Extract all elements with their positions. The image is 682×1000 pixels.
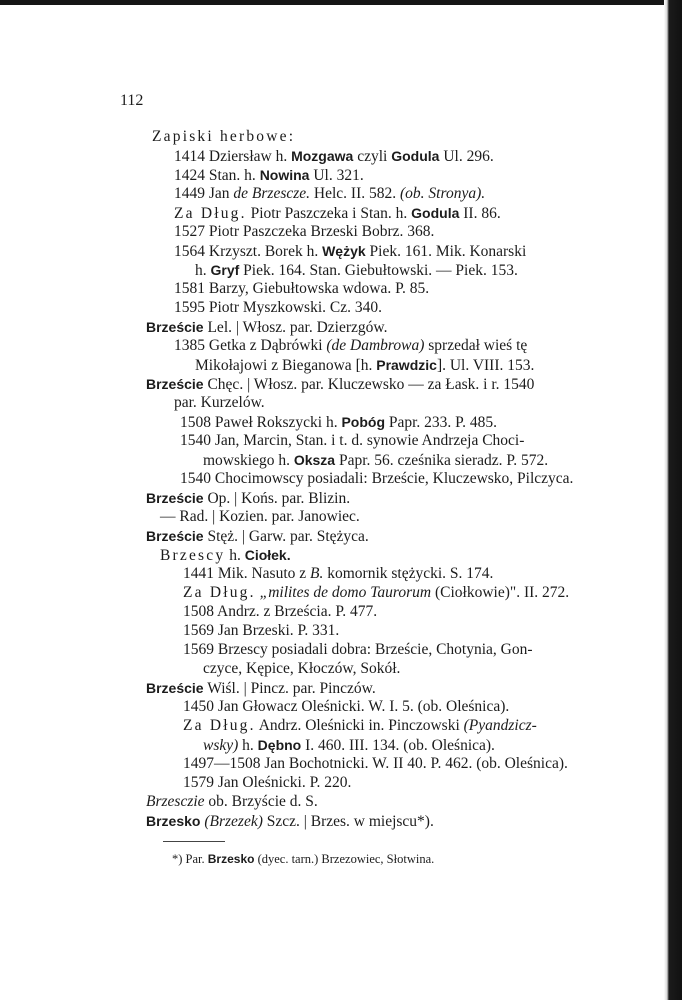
text-run: 1540 Jan, Marcin, Stan. i t. d. synowie Andrzeja Choci- [180,432,525,449]
text-line [152,128,295,146]
text-run: Piotr Paszczeka i Stan. h. [246,205,412,222]
bold-text: Mozgawa [291,148,354,164]
text-run: Chęc. | Włosz. par. Kluczewsko — za Łask. i r. 1540 [203,376,535,393]
text-run: 1450 Jan Głowacz Oleśnicki. W. I. 5. (ob. Oleśnica). [183,698,510,715]
text-run: Helc. II. 582. [310,185,401,202]
text-run: komornik stężycki. S. 174. [323,565,494,582]
text-run: czyce, Kępice, Kłoczów, Sokół. [203,660,401,677]
italic-text: Brzesczie [146,793,205,810]
italic-text: de Brzescze. [233,185,311,202]
text-run: Op. | Końs. par. Blizin. [203,490,351,507]
italic-text: (Brzezek) [204,813,263,830]
text-run: h. [225,547,245,564]
text-run: 1569 Brzescy posiadali dobra: Brzeście, Chotynia, Gon- [183,641,533,658]
text-line [174,280,429,298]
italic-text: B. [310,565,324,582]
text-run: Stęż. | Garw. par. Stężyca. [203,528,369,545]
text-line [146,489,350,508]
scan-edge-right [664,0,682,1000]
italic-text: (de Dambrowa) [326,337,425,354]
scan-edge-top [0,0,682,5]
text-run: h. [238,737,258,754]
text-run: Lel. | Włosz. par. Dzierzgów. [203,319,388,336]
text-line [183,774,351,792]
bold-text: Brzeście [146,376,204,392]
text-run: 1449 Jan [174,185,234,202]
text-run: 1385 Getka z Dąbrówki [174,337,327,354]
text-run: 1540 Chocimowscy posiadali: Brzeście, Kluczewsko, Pilczyca. [180,470,574,487]
text-run: *) Par. [172,852,208,866]
italic-text: (Pyandzicz- [463,717,537,734]
text-run: Papr. 56. cześnika sieradz. P. 572. [335,452,549,469]
text-line [146,679,376,698]
italic-text: (ob. Stronya). [400,185,486,202]
text-line [174,299,382,317]
text-run: Wiśl. | Pincz. par. Pinczów. [203,680,376,697]
bold-text: Dębno [257,737,302,753]
text-line [174,394,265,412]
text-run: 1564 Krzyszt. Borek h. [174,243,323,260]
text-line [174,147,494,166]
bold-text: Brzeście [146,490,204,506]
bold-text: Brzeście [146,528,204,544]
text-line [195,356,534,375]
text-line [160,546,291,565]
text-line [146,318,387,337]
text-run: 1527 Piotr Paszczeka Brzeski Bobrz. 368. [174,223,435,240]
text-run: Papr. 233. P. 485. [385,414,497,431]
text-line [183,698,509,716]
text-line [183,641,533,659]
text-run: Szcz. | Brzes. w miejscu*). [262,813,434,830]
text-line [203,451,548,470]
bold-text: Godula [411,205,460,221]
text-run: 1508 Paweł Rokszycki h. [180,414,342,431]
text-run: 1508 Andrz. z Brześcia. P. 477. [183,603,378,620]
bold-text: Brzesko [207,852,255,866]
spaced-text: Za Dług. [183,717,256,734]
text-run: Ul. 296. [439,148,494,165]
text-run: sprzedał wieś tę [424,337,528,354]
text-line [146,527,369,546]
text-run: (Ciołkowie)". II. 272. [431,584,570,601]
text-line [146,375,534,394]
bold-text: Godula [391,148,440,164]
bold-text: Brzeście [146,319,204,335]
text-line [160,508,360,526]
text-run: h. [195,262,211,279]
bold-text: Brzeście [146,680,204,696]
italic-text: wsky) [203,737,239,754]
text-run: 1595 Piotr Myszkowski. Cz. 340. [174,299,382,316]
text-line [174,242,526,261]
italic-text: „milites de domo Taurorum [259,584,432,601]
text-line [183,755,568,773]
text-line [183,717,537,735]
text-run: 1441 Mik. Nasuto z [183,565,311,582]
text-run: par. Kurzelów. [174,394,265,411]
text-run: — Rad. | Kozien. par. Janowiec. [160,508,360,525]
text-run: 1497—1508 Jan Bochotnicki. W. II 40. P. 462. (ob. Oleśnica). [183,755,568,772]
text-line [180,432,524,450]
text-run: Piek. 161. Mik. Konarski [365,243,527,260]
bold-text: Ciołek. [244,547,291,563]
text-line [180,413,497,432]
footnote-rule [163,841,225,842]
text-line [180,470,573,488]
text-line [146,812,434,831]
text-run: II. 86. [459,205,501,222]
spaced-text: Zapiski herbowe: [152,128,296,145]
text-line [146,793,318,811]
text-run: 1569 Jan Brzeski. P. 331. [183,622,340,639]
text-run: ob. Brzyście d. S. [204,793,318,810]
footnote [172,850,434,868]
text-run: Piek. 164. Stan. Giebułtowski. — Piek. 153. [239,262,518,279]
text-line [174,204,501,223]
bold-text: Brzesko [146,813,201,829]
text-run: Andrz. Oleśnicki in. Pinczowski [255,717,464,734]
text-line [183,603,377,621]
spaced-text: Za Dług. [174,205,247,222]
spaced-text: Brzescy [160,547,226,564]
text-run: czyli [353,148,392,165]
text-line [203,660,400,678]
text-line [174,223,434,241]
bold-text: Oksza [293,452,336,468]
text-line [195,261,518,280]
text-run: Ul. 321. [309,167,364,184]
bold-text: Pobóg [341,414,385,430]
text-line [183,565,493,583]
text-line [174,185,485,203]
bold-text: Wężyk [322,243,366,259]
page-number: 112 [120,92,144,109]
text-line [174,166,364,185]
bold-text: Nowina [259,167,310,183]
text-line [174,337,527,355]
text-run: 1414 Dziersław h. [174,148,292,165]
bold-text: Prawdzic [376,357,437,373]
text-run: I. 460. III. 134. (ob. Oleśnica). [301,737,495,754]
spaced-text: Za Dług. [183,584,256,601]
text-run: mowskiego h. [203,452,294,469]
text-run: Mikołajowi z Bieganowa [h. [195,357,377,374]
bold-text: Gryf [210,262,240,278]
text-run: 1581 Barzy, Giebułtowska wdowa. P. 85. [174,280,430,297]
text-line [183,622,339,640]
text-line [183,584,569,602]
text-line [203,736,495,755]
text-run: ]. Ul. VIII. 153. [436,357,535,374]
text-run: 1579 Jan Oleśnicki. P. 220. [183,774,352,791]
text-run: (dyec. tarn.) Brzezowiec, Słotwina. [254,852,435,866]
text-run: 1424 Stan. h. [174,167,260,184]
